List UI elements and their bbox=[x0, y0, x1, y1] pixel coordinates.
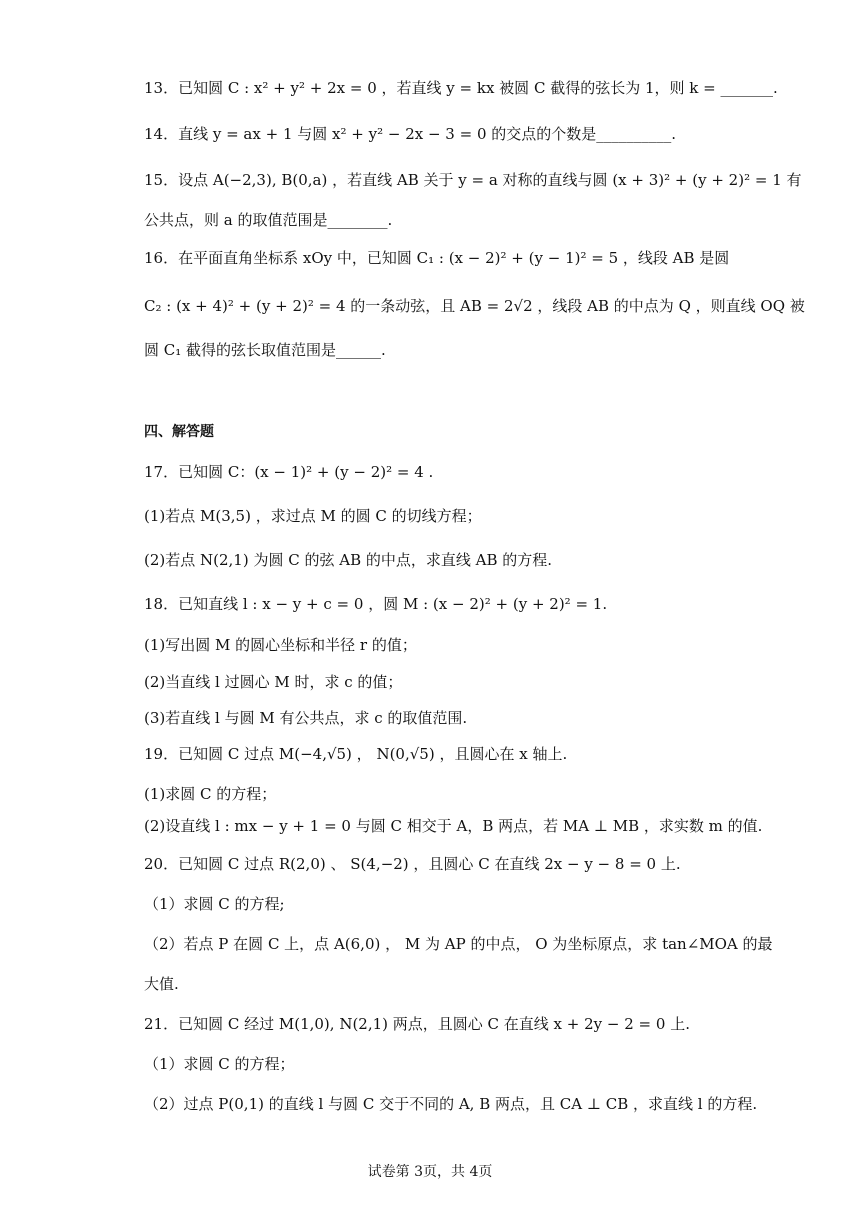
question-19-part-1: (1)求圆 C 的方程； bbox=[144, 785, 277, 803]
question-18-part-1: (1)写出圆 M 的圆心坐标和半径 r 的值； bbox=[144, 636, 417, 654]
question-21: 21．已知圆 C 经过 M(1,0), N(2,1) 两点，且圆心 C 在直线 x + 2y − 2 = 0 上. bbox=[144, 1015, 690, 1033]
question-21-part-2: （2）过点 P(0,1) 的直线 l 与圆 C 交于不同的 A, B 两点，且 CA ⊥ CB ，求直线 l 的方程. bbox=[144, 1095, 758, 1113]
question-19: 19．已知圆 C 过点 M(−4,√5) ， N(0,√5) ，且圆心在 x 轴上. bbox=[144, 745, 568, 763]
question-18-part-3: (3)若直线 l 与圆 M 有公共点，求 c 的取值范围. bbox=[144, 709, 468, 727]
question-20-part-2-line-2: 大值. bbox=[144, 975, 179, 993]
question-20-part-2-line-1: （2）若点 P 在圆 C 上，点 A(6,0) ， M 为 AP 的中点， O 为坐标原点，求 tan∠MOA 的最 bbox=[144, 935, 773, 953]
question-16-line-2: C₂ : (x + 4)² + (y + 2)² = 4 的一条动弦，且 AB = 2√2 ，线段 AB 的中点为 Q ，则直线 OQ 被 bbox=[144, 297, 805, 315]
page-footer: 试卷第 3页，共 4页 bbox=[367, 1164, 493, 1180]
question-17: 17．已知圆 C：(x − 1)² + (y − 2)² = 4 . bbox=[144, 463, 434, 481]
question-18-part-2: (2)当直线 l 过圆心 M 时，求 c 的值； bbox=[144, 673, 403, 691]
question-18: 18．已知直线 l : x − y + c = 0 ，圆 M : (x − 2)² + (y + 2)² = 1. bbox=[144, 595, 608, 613]
question-16-line-3: 圆 C₁ 截得的弦长取值范围是______. bbox=[144, 341, 386, 359]
question-13: 13．已知圆 C : x² + y² + 2x = 0 ，若直线 y = kx 被圆 C 截得的弦长为 1，则 k = _______. bbox=[144, 79, 778, 97]
question-15-line-2: 公共点，则 a 的取值范围是________. bbox=[144, 211, 393, 229]
question-21-part-1: （1）求圆 C 的方程； bbox=[144, 1055, 295, 1073]
question-16-line-1: 16．在平面直角坐标系 xOy 中，已知圆 C₁ : (x − 2)² + (y − 1)² = 5 ，线段 AB 是圆 bbox=[144, 249, 730, 267]
question-17-part-2: (2)若点 N(2,1) 为圆 C 的弦 AB 的中点，求直线 AB 的方程. bbox=[144, 551, 553, 569]
question-14: 14．直线 y = ax + 1 与圆 x² + y² − 2x − 3 = 0 的交点的个数是__________. bbox=[144, 125, 677, 143]
section-heading: 四、解答题 bbox=[144, 424, 214, 440]
question-17-part-1: (1)若点 M(3,5) ，求过点 M 的圆 C 的切线方程； bbox=[144, 507, 482, 525]
question-15-line-1: 15．设点 A(−2,3), B(0,a) ，若直线 AB 关于 y = a 对称的直线与圆 (x + 3)² + (y + 2)² = 1 有 bbox=[144, 171, 802, 189]
question-20-part-1: （1）求圆 C 的方程; bbox=[144, 895, 285, 913]
question-19-part-2: (2)设直线 l : mx − y + 1 = 0 与圆 C 相交于 A，B 两点，若 MA ⊥ MB ，求实数 m 的值. bbox=[144, 817, 763, 835]
question-20: 20．已知圆 C 过点 R(2,0) 、 S(4,−2) ，且圆心 C 在直线 2x − y − 8 = 0 上. bbox=[144, 855, 681, 873]
